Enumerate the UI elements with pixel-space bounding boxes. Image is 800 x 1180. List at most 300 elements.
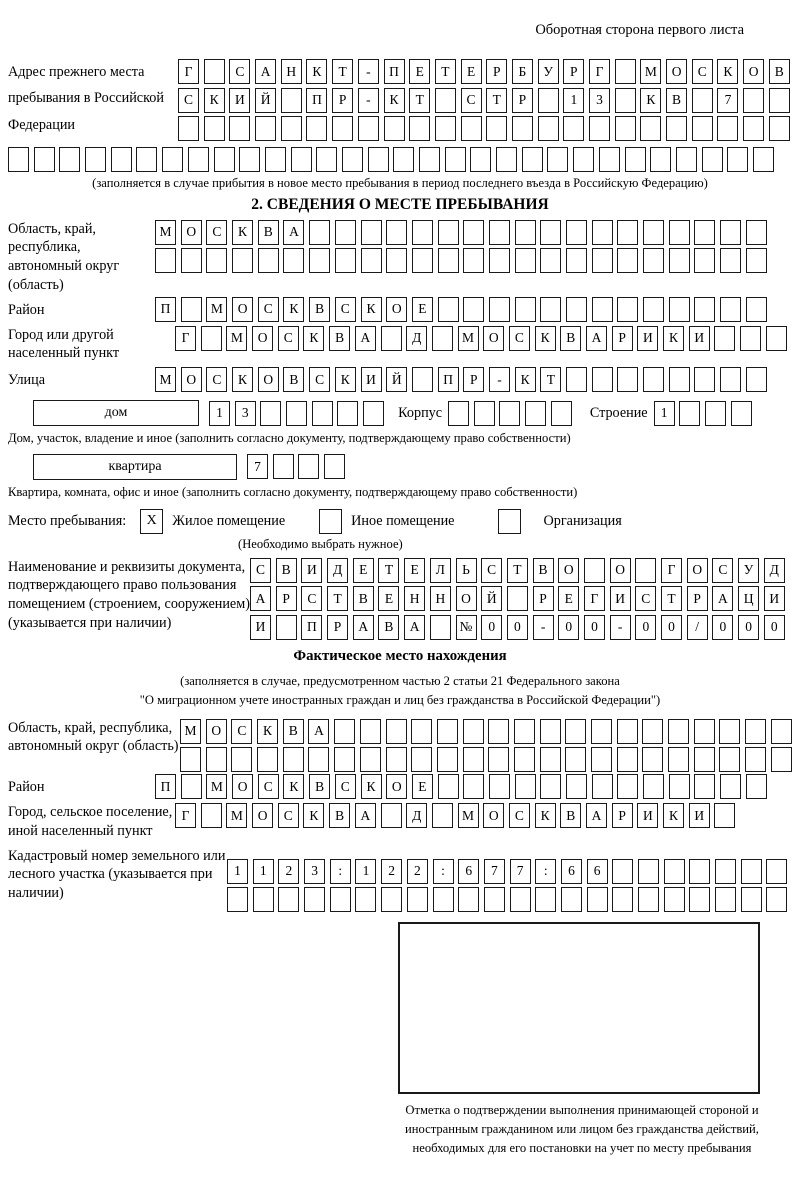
- char-cell: О: [252, 803, 273, 828]
- char-cell: [438, 248, 459, 273]
- char-cell: О: [687, 558, 708, 583]
- oblast-section: [8, 220, 792, 295]
- char-cell: С: [278, 326, 299, 351]
- char-cell: Р: [612, 803, 633, 828]
- char-cell: М: [206, 297, 227, 322]
- char-cell: [540, 297, 561, 322]
- char-cell: /: [687, 615, 708, 640]
- rayon-label: Район: [8, 301, 45, 318]
- char-cell: 0: [738, 615, 759, 640]
- char-cell: [358, 116, 379, 141]
- char-cell: М: [640, 59, 661, 84]
- char-cell: К: [204, 88, 225, 113]
- char-cell: [330, 887, 351, 912]
- oblast-grid: [155, 220, 767, 274]
- char-cell: [229, 116, 250, 141]
- char-cell: -: [358, 88, 379, 113]
- char-cell: 1: [253, 859, 274, 884]
- char-cell: А: [255, 59, 276, 84]
- char-cell: И: [689, 326, 710, 351]
- char-cell: [745, 747, 766, 772]
- char-cell: :: [433, 859, 454, 884]
- char-cell: С: [335, 774, 356, 799]
- char-cell: Т: [661, 586, 682, 611]
- fact-rayon-row: [155, 774, 767, 799]
- char-cell: [411, 719, 432, 744]
- stamp-box: [398, 922, 760, 1094]
- char-cell: О: [456, 586, 477, 611]
- char-cell: [438, 220, 459, 245]
- char-cell: [638, 859, 659, 884]
- rayon-row: [155, 297, 767, 322]
- char-cell: [381, 326, 402, 351]
- char-cell: Ь: [456, 558, 477, 583]
- char-cell: [617, 747, 638, 772]
- char-cell: [188, 147, 209, 172]
- char-cell: [181, 248, 202, 273]
- char-cell: С: [309, 367, 330, 392]
- char-cell: [643, 367, 664, 392]
- char-cell: [514, 719, 535, 744]
- char-cell: Т: [409, 88, 430, 113]
- char-cell: К: [640, 88, 661, 113]
- char-cell: [355, 887, 376, 912]
- char-cell: [386, 220, 407, 245]
- char-cell: [512, 116, 533, 141]
- char-cell: В: [283, 367, 304, 392]
- char-cell: Г: [661, 558, 682, 583]
- dom-box: дом: [33, 400, 199, 426]
- char-cell: 3: [304, 859, 325, 884]
- char-cell: [702, 147, 723, 172]
- char-cell: [258, 248, 279, 273]
- char-cell: [255, 116, 276, 141]
- char-cell: Д: [406, 326, 427, 351]
- char-cell: К: [303, 803, 324, 828]
- char-cell: Е: [353, 558, 374, 583]
- char-cell: [566, 774, 587, 799]
- char-cell: О: [610, 558, 631, 583]
- char-cell: [719, 719, 740, 744]
- fact-note-2: "О миграционном учете иностранных граждан и лиц без гражданства в Российской Федерации"): [139, 693, 661, 708]
- char-cell: [412, 367, 433, 392]
- char-cell: [438, 297, 459, 322]
- char-cell: [312, 401, 333, 426]
- char-cell: С: [635, 586, 656, 611]
- char-cell: [411, 747, 432, 772]
- char-cell: В: [769, 59, 790, 84]
- char-cell: [368, 147, 389, 172]
- fact-oblast-label: Область, край, республика, автономный округ (область): [8, 719, 179, 755]
- char-cell: [437, 747, 458, 772]
- char-cell: [720, 297, 741, 322]
- char-cell: [204, 116, 225, 141]
- char-cell: [204, 59, 225, 84]
- char-cell: 6: [458, 859, 479, 884]
- char-cell: [669, 297, 690, 322]
- gorod-row: [175, 326, 787, 351]
- char-cell: С: [178, 88, 199, 113]
- char-cell: К: [335, 367, 356, 392]
- char-cell: А: [308, 719, 329, 744]
- char-cell: [507, 586, 528, 611]
- doc-grid: [250, 558, 785, 640]
- char-cell: В: [309, 774, 330, 799]
- rayon-section: [8, 297, 792, 322]
- char-cell: [231, 747, 252, 772]
- char-cell: А: [283, 220, 304, 245]
- char-cell: [720, 220, 741, 245]
- char-cell: 6: [561, 859, 582, 884]
- char-cell: Т: [435, 59, 456, 84]
- char-cell: [335, 220, 356, 245]
- char-cell: О: [483, 803, 504, 828]
- char-cell: [566, 248, 587, 273]
- char-cell: [419, 147, 440, 172]
- char-cell: [342, 147, 363, 172]
- char-cell: [714, 326, 735, 351]
- char-cell: П: [438, 367, 459, 392]
- char-cell: О: [558, 558, 579, 583]
- char-cell: [689, 859, 710, 884]
- char-cell: [309, 220, 330, 245]
- char-cell: [435, 116, 456, 141]
- char-cell: Л: [430, 558, 451, 583]
- char-cell: К: [232, 220, 253, 245]
- char-cell: И: [764, 586, 785, 611]
- char-cell: К: [361, 774, 382, 799]
- char-cell: [715, 887, 736, 912]
- char-cell: 1: [209, 401, 230, 426]
- oblast-row-1: [155, 220, 767, 245]
- char-cell: [334, 747, 355, 772]
- char-cell: [283, 747, 304, 772]
- char-cell: [615, 116, 636, 141]
- char-cell: [496, 147, 517, 172]
- char-cell: К: [717, 59, 738, 84]
- char-cell: М: [458, 803, 479, 828]
- char-cell: Т: [507, 558, 528, 583]
- char-cell: И: [637, 326, 658, 351]
- char-cell: [540, 719, 561, 744]
- char-cell: [332, 116, 353, 141]
- oblast-row-2: [155, 248, 767, 273]
- char-cell: И: [689, 803, 710, 828]
- char-cell: [412, 248, 433, 273]
- dom-caption: Дом, участок, владение и иное (заполнить согласно документу, подтверждающему право собственности): [8, 431, 571, 446]
- char-cell: [515, 774, 536, 799]
- char-cell: [386, 248, 407, 273]
- char-cell: Г: [175, 803, 196, 828]
- char-cell: [746, 248, 767, 273]
- char-cell: В: [560, 803, 581, 828]
- char-cell: [615, 88, 636, 113]
- checkbox-inoe: [319, 509, 342, 534]
- kvartira-section: [33, 454, 792, 480]
- char-cell: [407, 887, 428, 912]
- char-cell: С: [229, 59, 250, 84]
- char-cell: [463, 774, 484, 799]
- char-cell: [573, 147, 594, 172]
- prev-address-row-2: [178, 88, 790, 113]
- stroenie-label: Строение: [589, 404, 648, 421]
- char-cell: [515, 220, 536, 245]
- char-cell: [381, 803, 402, 828]
- char-cell: У: [538, 59, 559, 84]
- char-cell: [694, 367, 715, 392]
- char-cell: Д: [406, 803, 427, 828]
- char-cell: [617, 297, 638, 322]
- char-cell: :: [535, 859, 556, 884]
- char-cell: Р: [463, 367, 484, 392]
- char-cell: [432, 326, 453, 351]
- char-cell: К: [663, 326, 684, 351]
- char-cell: [489, 297, 510, 322]
- gorod-label: Город или другой населенный пункт: [8, 326, 120, 362]
- char-cell: [386, 747, 407, 772]
- char-cell: [432, 803, 453, 828]
- char-cell: [592, 220, 613, 245]
- char-cell: С: [258, 774, 279, 799]
- char-cell: С: [206, 220, 227, 245]
- char-cell: [463, 297, 484, 322]
- char-cell: И: [301, 558, 322, 583]
- char-cell: [592, 367, 613, 392]
- char-cell: [771, 747, 792, 772]
- char-cell: С: [206, 367, 227, 392]
- char-cell: П: [155, 774, 176, 799]
- char-cell: [535, 887, 556, 912]
- char-cell: Т: [486, 88, 507, 113]
- kadastr-label: Кадастровый номер земельного или лесного участка (указывается при наличии): [8, 847, 226, 902]
- char-cell: [514, 747, 535, 772]
- kvartira-caption: Квартира, комната, офис и иное (заполнить согласно документу, подтверждающему право собственности): [8, 484, 578, 499]
- char-cell: [689, 887, 710, 912]
- char-cell: [694, 297, 715, 322]
- dom-section: [33, 400, 792, 426]
- fact-gorod-label: Город, сельское поселение, иной населенный пункт: [8, 804, 173, 839]
- char-cell: [743, 116, 764, 141]
- char-cell: Д: [764, 558, 785, 583]
- char-cell: [201, 803, 222, 828]
- char-cell: Т: [332, 59, 353, 84]
- char-cell: [679, 401, 700, 426]
- char-cell: [393, 147, 414, 172]
- char-cell: [617, 719, 638, 744]
- char-cell: [286, 401, 307, 426]
- char-cell: Н: [281, 59, 302, 84]
- korpus-cells: [448, 401, 572, 426]
- fact-oblast-grid: [180, 719, 792, 773]
- char-cell: С: [461, 88, 482, 113]
- char-cell: [463, 747, 484, 772]
- char-cell: [746, 220, 767, 245]
- char-cell: Т: [540, 367, 561, 392]
- char-cell: [766, 859, 787, 884]
- char-cell: В: [378, 615, 399, 640]
- char-cell: Е: [409, 59, 430, 84]
- char-cell: :: [330, 859, 351, 884]
- char-cell: [668, 747, 689, 772]
- char-cell: [741, 859, 762, 884]
- char-cell: И: [250, 615, 271, 640]
- char-cell: [715, 859, 736, 884]
- char-cell: Е: [412, 297, 433, 322]
- char-cell: [180, 747, 201, 772]
- char-cell: [206, 248, 227, 273]
- char-cell: [669, 367, 690, 392]
- char-cell: И: [637, 803, 658, 828]
- fact-oblast-row-1: [180, 719, 792, 744]
- char-cell: [591, 747, 612, 772]
- char-cell: А: [586, 803, 607, 828]
- char-cell: С: [231, 719, 252, 744]
- char-cell: П: [384, 59, 405, 84]
- char-cell: [638, 887, 659, 912]
- char-cell: [489, 248, 510, 273]
- char-cell: [694, 719, 715, 744]
- char-cell: К: [283, 774, 304, 799]
- char-cell: Г: [589, 59, 610, 84]
- char-cell: [669, 774, 690, 799]
- prev-address-row-4: [8, 147, 800, 172]
- char-cell: [488, 747, 509, 772]
- char-cell: [304, 887, 325, 912]
- char-cell: -: [489, 367, 510, 392]
- stamp-caption: Отметка о подтверждении выполнения принимающей стороной и иностранным гражданином или лицом без гражданства действий, необходимых для его постановки на учет по месту пребывания: [405, 1103, 759, 1155]
- oblast-label: Область, край, республика, автономный округ (область): [8, 220, 120, 293]
- char-cell: [591, 719, 612, 744]
- char-cell: [260, 401, 281, 426]
- char-cell: [515, 297, 536, 322]
- checkbox-zhiloe: X: [140, 509, 163, 534]
- char-cell: [291, 147, 312, 172]
- char-cell: [635, 558, 656, 583]
- char-cell: [547, 147, 568, 172]
- char-cell: [214, 147, 235, 172]
- char-cell: [463, 719, 484, 744]
- kadastr-row-1: [227, 859, 787, 884]
- char-cell: С: [335, 297, 356, 322]
- char-cell: Ц: [738, 586, 759, 611]
- char-cell: [458, 887, 479, 912]
- char-cell: К: [663, 803, 684, 828]
- page-header: Оборотная сторона первого листа: [535, 22, 744, 38]
- char-cell: -: [610, 615, 631, 640]
- char-cell: В: [283, 719, 304, 744]
- char-cell: [617, 248, 638, 273]
- char-cell: О: [232, 297, 253, 322]
- char-cell: [445, 147, 466, 172]
- char-cell: [334, 719, 355, 744]
- fact-gorod-section: [8, 803, 792, 840]
- char-cell: П: [306, 88, 327, 113]
- char-cell: [714, 803, 735, 828]
- char-cell: -: [533, 615, 554, 640]
- char-cell: [612, 887, 633, 912]
- char-cell: Й: [386, 367, 407, 392]
- char-cell: [642, 747, 663, 772]
- char-cell: [746, 367, 767, 392]
- char-cell: Н: [404, 586, 425, 611]
- char-cell: [589, 116, 610, 141]
- char-cell: К: [535, 326, 556, 351]
- char-cell: [309, 248, 330, 273]
- char-cell: [273, 454, 294, 479]
- char-cell: [522, 147, 543, 172]
- char-cell: [743, 88, 764, 113]
- ulitsa-section: [8, 367, 792, 392]
- char-cell: И: [610, 586, 631, 611]
- char-cell: [474, 401, 495, 426]
- mesto-label: Место пребывания:: [8, 512, 127, 529]
- fact-oblast-row-2: [180, 747, 792, 772]
- char-cell: 1: [654, 401, 675, 426]
- dom-cells: [209, 401, 384, 426]
- char-cell: О: [258, 367, 279, 392]
- char-cell: [232, 248, 253, 273]
- char-cell: О: [181, 367, 202, 392]
- char-cell: М: [180, 719, 201, 744]
- char-cell: [694, 220, 715, 245]
- char-cell: Е: [558, 586, 579, 611]
- char-cell: С: [481, 558, 502, 583]
- option-organizatsiya-label: Организация: [543, 512, 622, 529]
- char-cell: [540, 248, 561, 273]
- char-cell: [717, 116, 738, 141]
- fact-note-1: (заполняется в случае, предусмотренном частью 2 статьи 21 Федерального закона: [180, 673, 620, 688]
- fact-gorod-row: [175, 803, 735, 828]
- kvartira-box: квартира: [33, 454, 237, 480]
- char-cell: [643, 248, 664, 273]
- char-cell: [668, 719, 689, 744]
- char-cell: [538, 88, 559, 113]
- char-cell: [540, 220, 561, 245]
- char-cell: [692, 116, 713, 141]
- char-cell: [592, 297, 613, 322]
- char-cell: [746, 297, 767, 322]
- char-cell: -: [358, 59, 379, 84]
- char-cell: [324, 454, 345, 479]
- char-cell: [592, 774, 613, 799]
- char-cell: [525, 401, 546, 426]
- char-cell: Г: [175, 326, 196, 351]
- korpus-label: Корпус: [398, 404, 443, 421]
- char-cell: [540, 774, 561, 799]
- char-cell: [720, 248, 741, 273]
- char-cell: В: [666, 88, 687, 113]
- char-cell: [178, 116, 199, 141]
- char-cell: [510, 887, 531, 912]
- char-cell: [463, 248, 484, 273]
- char-cell: [769, 88, 790, 113]
- char-cell: А: [353, 615, 374, 640]
- fact-rayon-section: [8, 774, 792, 799]
- char-cell: Г: [178, 59, 199, 84]
- fact-rayon-label: Район: [8, 779, 45, 796]
- char-cell: 2: [278, 859, 299, 884]
- ulitsa-row: [155, 367, 767, 392]
- char-cell: [599, 147, 620, 172]
- char-cell: 0: [584, 615, 605, 640]
- char-cell: [515, 248, 536, 273]
- char-cell: В: [533, 558, 554, 583]
- char-cell: [306, 116, 327, 141]
- char-cell: [766, 326, 787, 351]
- option-zhiloe-label: Жилое помещение: [172, 512, 286, 529]
- char-cell: [206, 747, 227, 772]
- char-cell: [412, 220, 433, 245]
